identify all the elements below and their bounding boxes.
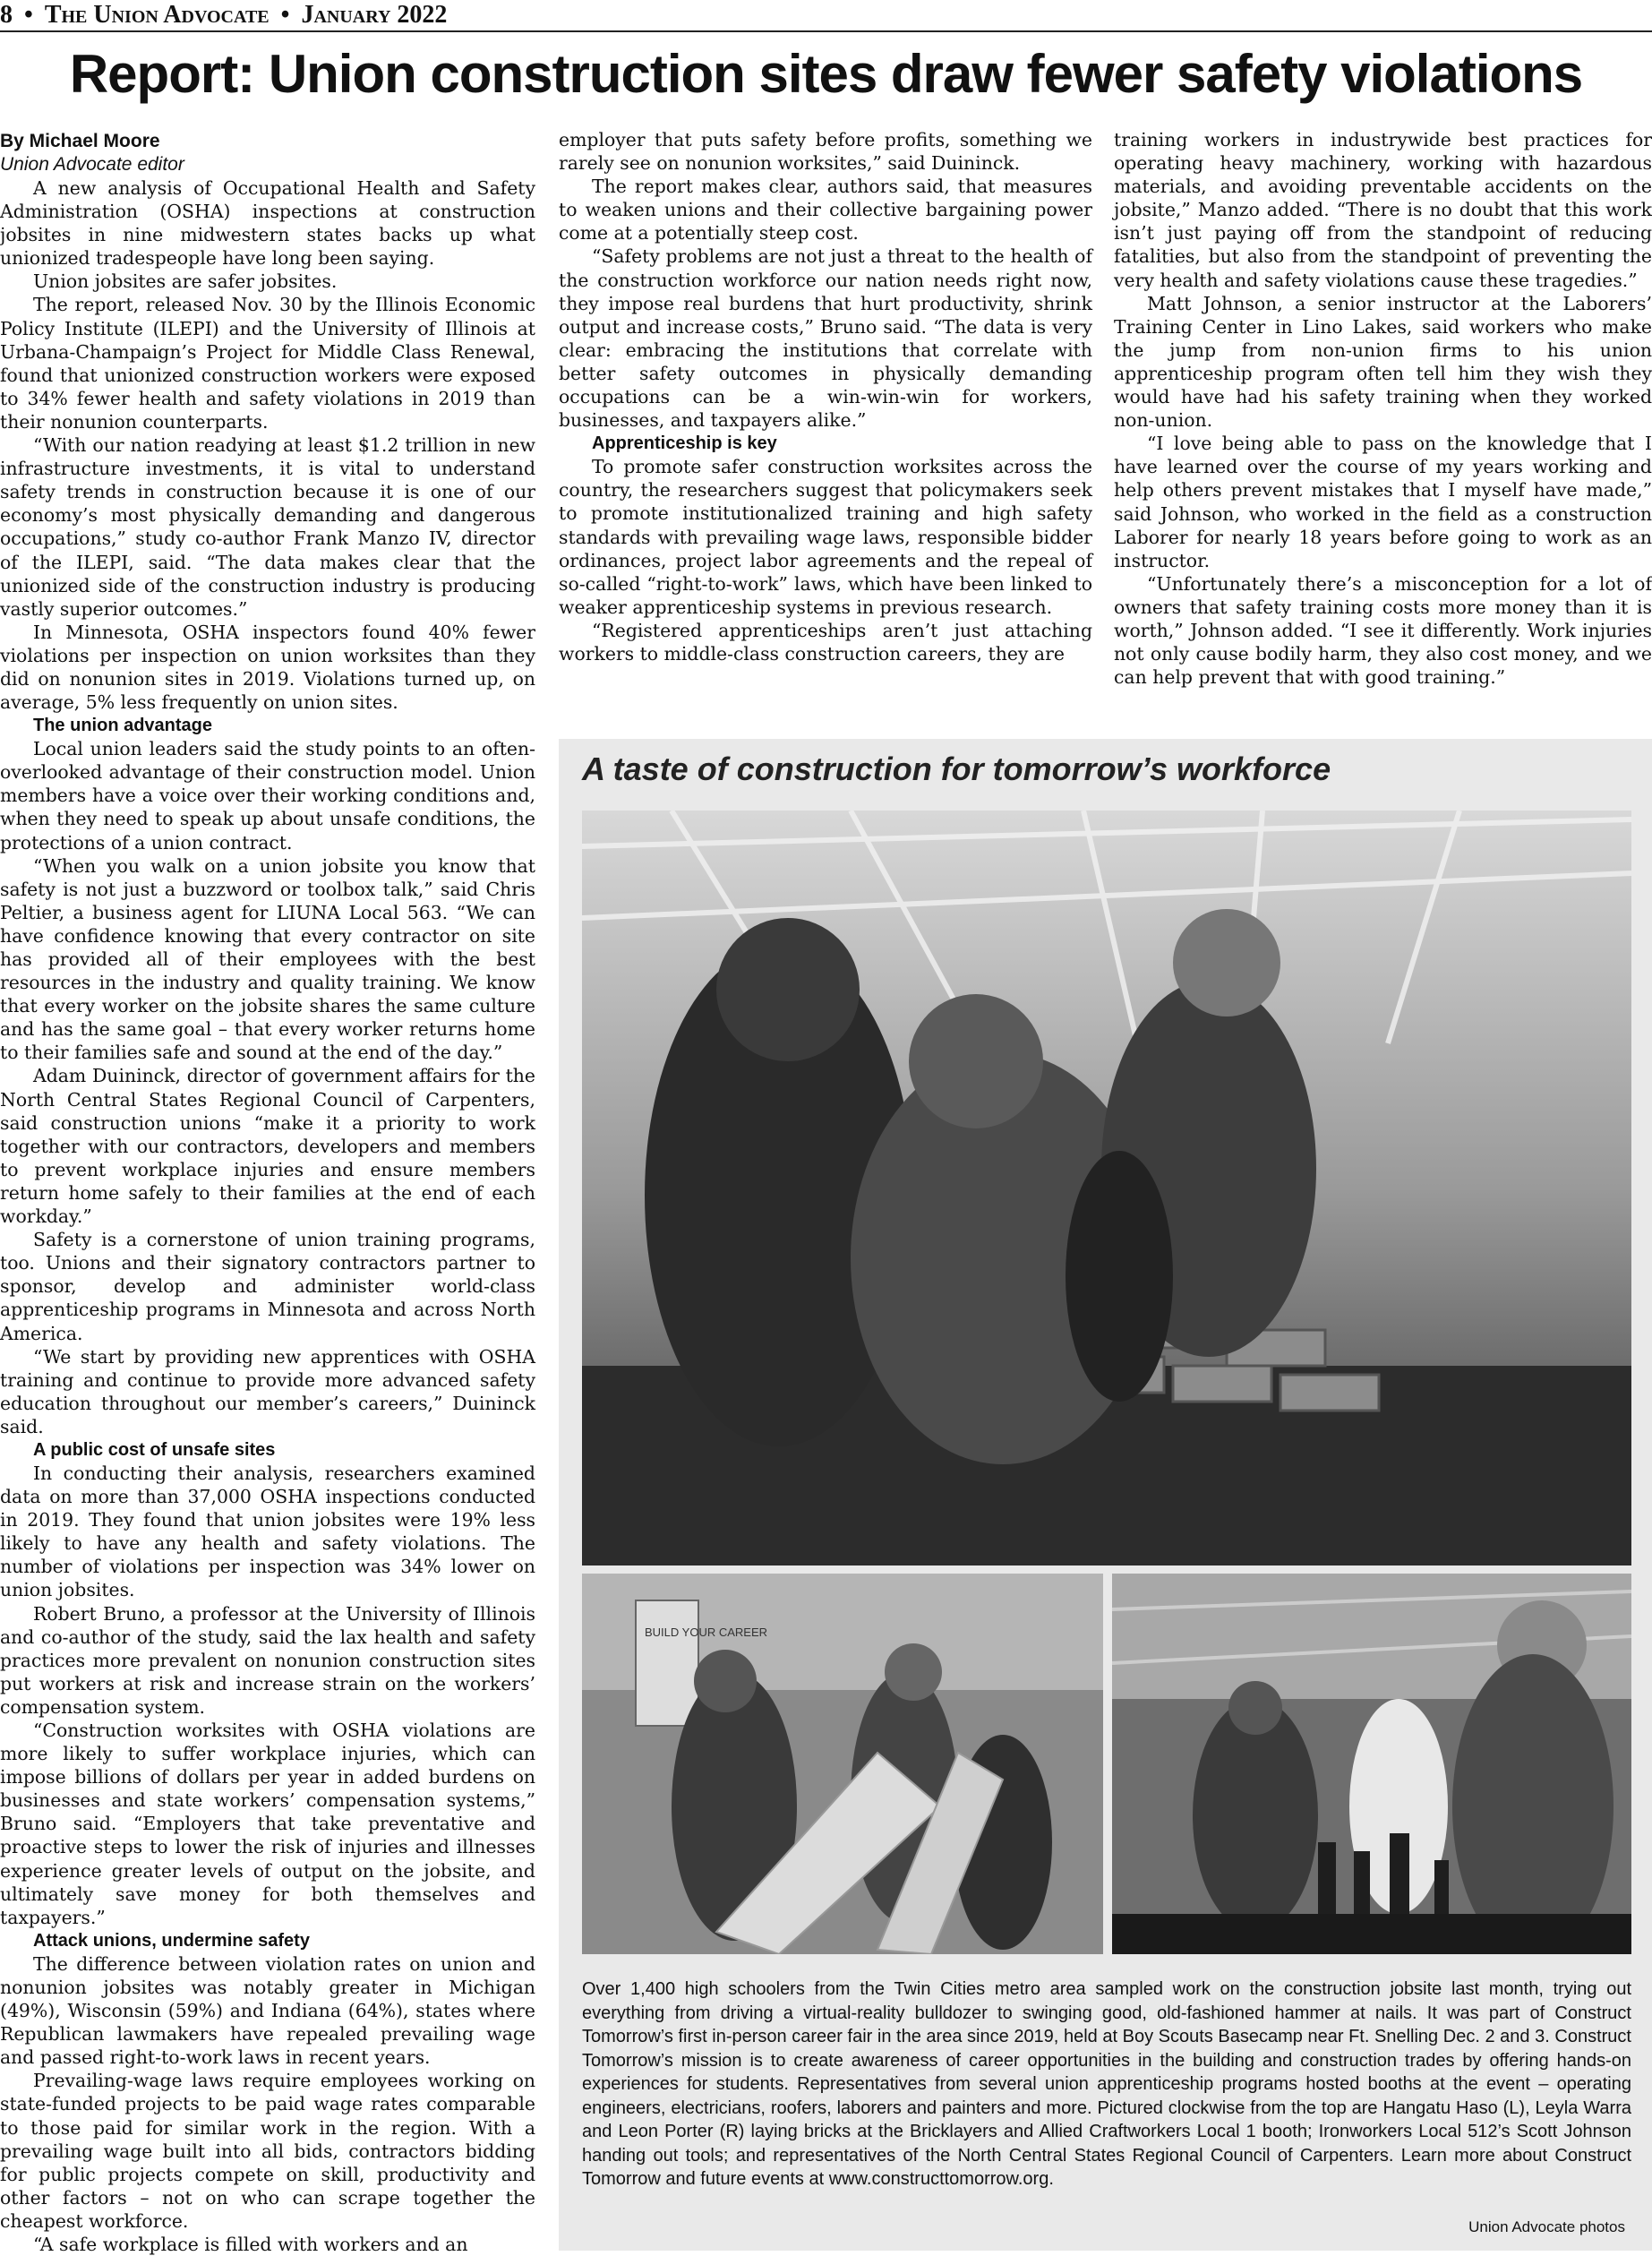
paragraph: training workers in industrywide best practices for operating heavy machinery, working with hazardous materials, and avoiding preventable accidents on the jobsite,” Manzo added. “There is no doubt that this work isn’t just paying off from the standpoint of reducing fatalities, but also from the standpoint of preventing the very health and safety violations cause these tragedies.” [1114, 129, 1652, 291]
paragraph: A new analysis of Occupational Health and Safety Administration (OSHA) inspections at construction jobsites in nine midwestern states backs up what unionized tradespeople have long been saying. [0, 177, 535, 270]
photo-bricklaying [582, 811, 1631, 1565]
paragraph: The report makes clear, authors said, that measures to weaken unions and their collective bargaining power come at a potentially steep cost. [559, 176, 1092, 244]
byline-author: By Michael Moore [0, 131, 160, 151]
paragraph: “Registered apprenticeships aren’t just attaching workers to middle-class construction careers, they are [559, 619, 1092, 665]
photo-ironworkers-booth [582, 1574, 1103, 1954]
subhead-apprenticeship: Apprenticeship is key [592, 433, 777, 454]
paragraph: In Minnesota, OSHA inspectors found 40% fewer violations per inspection on union worksites than they did on nonunion sites in 2019. Violations turned up, on average, 5% less frequently on union sites. [0, 621, 535, 714]
paragraph: Local union leaders said the study points to an often-overlooked advantage of their construction model. Union members have a voice over their working conditions and, when they need to speak up about unsafe conditions, the protections of a union contract. [0, 738, 535, 854]
paragraph: “Unfortunately there’s a misconception for a lot of owners that safety training costs more money than it is worth,” Johnson added. “I see it differently. Work injuries not only cause bodily harm, they also cost money, and we can help prevent that with good training.” [1114, 572, 1652, 689]
subhead-union-advantage: The union advantage [33, 716, 213, 736]
article-column-1 [0, 130, 535, 2256]
article-column-2 [559, 128, 1092, 665]
byline-title: Union Advocate editor [0, 154, 184, 175]
publication-name: The Union Advocate [44, 1, 270, 29]
photo-carpenters-tools [1112, 1574, 1631, 1954]
subhead-attack-unions: Attack unions, undermine safety [33, 1930, 310, 1951]
paragraph: employer that puts safety before profits, something we rarely see on nonunion worksites,” said Duininck. [559, 129, 1092, 175]
issue-date: January 2022 [301, 1, 448, 29]
photo-credit: Union Advocate photos [1468, 2218, 1625, 2235]
page-number: 8 [0, 1, 13, 29]
paragraph: “With our nation readying at least $1.2 trillion in new infrastructure investments, it is vital to understand safety trends in construction because it is one of our economy’s most physically demanding and dangerous occupations,” study co-author Frank Manzo IV, director of the ILEPI, said. “The data makes clear that the unionized side of the construction industry is producing vastly superior outcomes.” [0, 434, 535, 620]
paragraph: “Construction worksites with OSHA violations are more likely to suffer workplace injuries, which can impose billions of dollars per year in added burdens on businesses and state workers’ compensation systems,” Bruno said. “Employers that take preventative and proactive steps to lower the risk of injuries and illnesses experience greater levels of output on the jobsite, and ultimately save money for both themselves and taxpayers.” [0, 1720, 535, 1928]
page-runner [0, 0, 1652, 32]
paragraph: Adam Duininck, director of government affairs for the North Central States Regional Council of Carpenters, said construction unions “make it a priority to work together with our contractors, developers and members to prevent workplace injuries and ensure members return home safely to their families at the end of each workday.” [0, 1065, 535, 1228]
paragraph: “A safe workplace is filled with workers and an [33, 2233, 468, 2255]
paragraph: “When you walk on a union jobsite you know that safety is not just a buzzword or toolbox talk,” said Chris Peltier, a business agent for LIUNA Local 563. “We can have confidence knowing that every contractor on site has provided all of their employees with the best resources in the industry and quality training. We know that every worker on the jobsite shares the same culture and has the same goal – that every worker returns home to their families safe and sound at the end of the day.” [0, 854, 535, 1064]
paragraph: “We start by providing new apprentices with OSHA training and continue to provide more advanced safety education throughout our member’s careers,” Duininck said. [0, 1345, 535, 1437]
paragraph: “Safety problems are not just a threat to the health of the construction workforce our nation needs right now, they impose real burdens that hurt productivity, shrink output and increase costs,” Bruno said. “The data is very clear: embracing the institutions that correlate with better safety outcomes in physically demanding occupations can be a win-win-win for workers, businesses, and taxpayers alike.” [559, 245, 1092, 432]
bricklaying-illustration [582, 811, 1631, 1565]
paragraph: In conducting their analysis, researchers examined data on more than 37,000 OSHA inspections conducted in 2019. They found that union jobsites were 19% less likely to have any health and safety violations. The number of violations per inspection was 34% lower on union jobsites. [0, 1462, 535, 1601]
tools-illustration [1112, 1574, 1631, 1954]
booth-illustration [582, 1574, 1103, 1954]
runner-separator: • [280, 1, 290, 29]
article-column-3 [1114, 128, 1652, 689]
photo-caption: Over 1,400 high schoolers from the Twin Cities metro area sampled work on the construction jobsite last month, trying out everything from driving a virtual-reality bulldozer to swinging good, old-fashioned hammer at nails. It was part of Construct Tomorrow’s first in-person career fair in the area since 2019, held at Boy Scouts Basecamp near Ft. Snelling Dec. 2 and 3. Construct Tomorrow’s mission is to create awareness of career opportunities in the building and construction trades by offering hands-on experiences for students. Representatives from several union apprenticeship programs hosted booths at the event – operating engineers, electricians, roofers, laborers and painters and more. Pictured clockwise from the top are Hangatu Haso (L), Leyla Warra and Leon Porter (R) laying bricks at the Bricklayers and Allied Craftworkers Local 1 booth; Ironworkers Local 512’s Scott Johnson handing out tools; and representatives of the North Central States Regional Council of Carpenters. Learn more about Construct Tomorrow and future events at www.constructtomorrow.org. [582, 1979, 1631, 2189]
headline: Report: Union construction sites draw fewer safety violations [69, 44, 1583, 104]
paragraph: Prevailing-wage laws require employees working on state-funded projects to be paid wage rates comparable to those paid for similar work in the region. With a prevailing wage built into all bids, contractors bidding for public projects compete on skill, productivity and other factors – not on who can scrape together the cheapest workforce. [0, 2070, 535, 2232]
paragraph: Matt Johnson, a senior instructor at the Laborers’ Training Center in Lino Lakes, said workers who make the jump from non-union firms to his union apprenticeship program often tell him they wish they would have had his safety training when they worked non-union. [1114, 292, 1652, 432]
paragraph: Safety is a cornerstone of union training programs, too. Unions and their signatory contractors partner to sponsor, develop and administer world-class apprenticeship programs in Minnesota and across North America. [0, 1229, 535, 1344]
paragraph: Robert Bruno, a professor at the University of Illinois and co-author of the study, said the lax health and safety practices more prevalent on nonunion construction sites put workers at risk and increase strain on the workers’ compensation system. [0, 1602, 535, 1718]
runner-separator: • [24, 1, 33, 29]
paragraph: The report, released Nov. 30 by the Illinois Economic Policy Institute (ILEPI) and the University of Illinois at Urbana-Champaign’s Project for Middle Class Renewal, found that unionized construction workers were exposed to 34% fewer health and safety violations in 2019 than their nonunion counterparts. [0, 294, 535, 433]
photo-box-title: A taste of construction for tomorrow’s workforce [582, 751, 1331, 787]
booth-sign: BUILD YOUR CAREER [645, 1626, 768, 1639]
paragraph: “I love being able to pass on the knowledge that I have learned over the course of my years working and help others prevent mistakes that I myself have made,” said Johnson, who worked in the field as a construction Laborer for nearly 18 years before going to work as an instructor. [1114, 433, 1652, 571]
paragraph: Union jobsites are safer jobsites. [33, 270, 338, 293]
paragraph: To promote safer construction worksites across the country, the researchers suggest that policymakers seek to promote institutionalized training and high safety standards with prevailing wage laws, responsible bidder ordinances, project labor agreements and the repeal of so-called “right-to-work” laws, which have been linked to weaker apprenticeship systems in previous research. [559, 456, 1092, 618]
subhead-public-cost: A public cost of unsafe sites [33, 1439, 276, 1460]
paragraph: The difference between violation rates on union and nonunion jobsites was notably greater in Michigan (49%), Wisconsin (59%) and Indiana (64%), states where Republican lawmakers have repealed prevailing wage and passed right-to-work laws in recent years. [0, 1952, 535, 2069]
